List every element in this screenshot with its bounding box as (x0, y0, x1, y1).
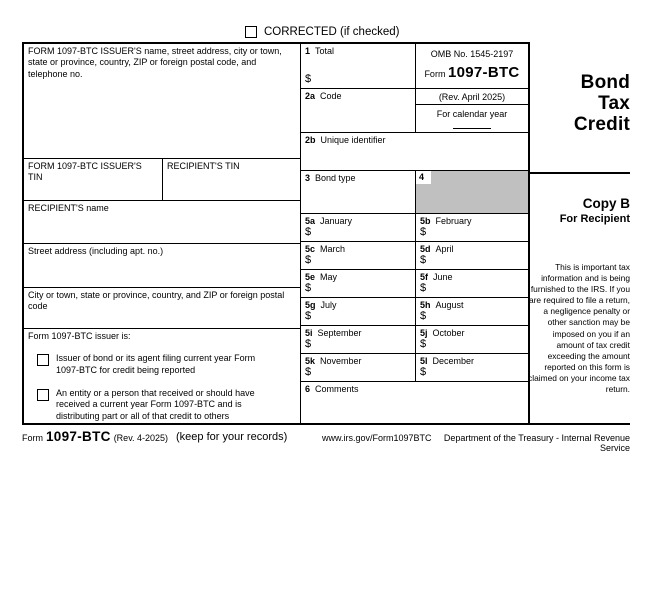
box-5l-dollar-sign: $ (420, 366, 427, 379)
for-recipient-label: For Recipient (559, 213, 630, 225)
right-column-divider (530, 172, 630, 174)
box-5i-label: September (317, 328, 362, 338)
box-5j-number: 5j (420, 328, 428, 338)
corrected-label: CORRECTED (if checked) (264, 26, 400, 38)
box-1-dollar-sign: $ (305, 73, 312, 86)
form-title-line-2: Tax (598, 93, 630, 114)
issuer-of-bond-label: Issuer of bond or its agent filing current year Form 1097-BTC for credit being reported (56, 353, 256, 375)
box-1-number: 1 (305, 46, 311, 56)
box-2b-unique-identifier-field[interactable] (300, 132, 528, 170)
box-5g-label: July (320, 300, 337, 310)
recipient-tin-label: RECIPIENT'S TIN (167, 161, 240, 171)
footer-irs-url[interactable]: www.irs.gov/Form1097BTC (322, 433, 432, 443)
box-5j-label: October (432, 328, 465, 338)
issuer-is-section (24, 328, 300, 423)
box-4-shaded-field (415, 170, 528, 213)
box-1-total-field[interactable] (300, 44, 415, 88)
form-box (22, 42, 530, 425)
corrected-row (245, 26, 399, 38)
box-3-number: 3 (305, 173, 311, 183)
box-5g-july-field[interactable] (300, 297, 415, 325)
box-5b-february-field[interactable] (415, 213, 528, 241)
box-5k-label: November (320, 356, 362, 366)
omb-number: OMB No. 1545-2197 (430, 49, 514, 59)
box-2b-label: Unique identifier (320, 135, 386, 145)
box-5f-dollar-sign: $ (420, 282, 427, 295)
recipient-tin-field[interactable] (162, 158, 300, 200)
city-state-zip-label: City or town, state or province, country, and ZIP or foreign postal code (28, 290, 285, 312)
box-5i-dollar-sign: $ (305, 338, 312, 351)
box-6-label: Comments (315, 384, 359, 394)
box-5k-november-field[interactable] (300, 353, 415, 381)
recipient-name-field[interactable] (24, 200, 300, 243)
box-2a-label: Code (320, 91, 342, 101)
box-2a-number: 2a (305, 91, 316, 101)
box-2b-number: 2b (305, 135, 316, 145)
box-5l-number: 5l (420, 356, 428, 366)
box-2a-code-field[interactable] (300, 88, 415, 132)
form-title-line-3: Credit (573, 114, 630, 135)
issuer-tin-field[interactable] (24, 158, 162, 200)
copy-b-label: Copy B (582, 196, 630, 211)
box-5a-number: 5a (305, 216, 316, 226)
box-5c-dollar-sign: $ (305, 254, 312, 267)
issuer-is-option-1 (37, 353, 296, 376)
box-5b-dollar-sign: $ (420, 226, 427, 239)
footer-revision: (Rev. 4-2025) (113, 433, 169, 443)
box-3-label: Bond type (315, 173, 356, 183)
box-5h-label: August (435, 300, 464, 310)
box-5e-may-field[interactable] (300, 269, 415, 297)
box-5h-number: 5h (420, 300, 431, 310)
box-5f-june-field[interactable] (415, 269, 528, 297)
issuer-is-option-2 (37, 388, 296, 423)
box-5c-number: 5c (305, 244, 316, 254)
calendar-year-block (415, 104, 528, 132)
box-5j-october-field[interactable] (415, 325, 528, 353)
corrected-checkbox[interactable] (245, 26, 257, 38)
box-5j-dollar-sign: $ (420, 338, 427, 351)
street-address-label: Street address (including apt. no.) (28, 246, 164, 256)
box-5h-august-field[interactable] (415, 297, 528, 325)
box-5c-label: March (320, 244, 346, 254)
copy-block (520, 196, 630, 225)
box-5d-dollar-sign: $ (420, 254, 427, 267)
box-5g-number: 5g (305, 300, 316, 310)
box-1-label: Total (315, 46, 335, 56)
box-6-comments-field[interactable] (300, 381, 528, 423)
bottom-rule-extension (530, 423, 630, 425)
footer-form-id (22, 429, 168, 444)
box-5d-april-field[interactable] (415, 241, 528, 269)
box-3-bond-type-field[interactable] (300, 170, 415, 213)
box-5i-september-field[interactable] (300, 325, 415, 353)
street-address-field[interactable] (24, 243, 300, 287)
box-5g-dollar-sign: $ (305, 310, 312, 323)
box-5b-label: February (435, 216, 472, 226)
recipient-name-label: RECIPIENT'S name (28, 203, 109, 213)
box-5k-number: 5k (305, 356, 316, 366)
box-5e-dollar-sign: $ (305, 282, 312, 295)
box-5a-january-field[interactable] (300, 213, 415, 241)
box-6-number: 6 (305, 384, 311, 394)
box-5l-label: December (432, 356, 475, 366)
footer-keep-note: (keep for your records) (176, 431, 288, 443)
form-number: 1097-BTC (447, 64, 520, 82)
issuer-name-address-field[interactable] (24, 44, 300, 158)
recipient-notice-text: This is important tax information and is being furnished to the IRS. If you are required to file a return, a negligence penalty or other sanction may be imposed on you if an amount of tax credit exceeding the amount reported on this form is claimed on your income tax return. (528, 262, 630, 395)
omb-block (415, 44, 528, 88)
box-5l-december-field[interactable] (415, 353, 528, 381)
calendar-year-label: For calendar year (436, 109, 508, 119)
revision-block (415, 88, 528, 104)
issuer-name-address-label: FORM 1097-BTC ISSUER'S name, street address, city or town, state or province, country, ZIP or foreign postal code, and telephone no. (28, 46, 282, 79)
box-5e-number: 5e (305, 272, 316, 282)
box-5h-dollar-sign: $ (420, 310, 427, 323)
box-5e-label: May (320, 272, 338, 282)
box-5c-march-field[interactable] (300, 241, 415, 269)
city-state-zip-field[interactable] (24, 287, 300, 328)
footer-form-number: 1097-BTC (46, 429, 111, 444)
footer-department: Department of the Treasury - Internal Revenue Service (443, 433, 630, 453)
entity-received-checkbox[interactable] (37, 389, 49, 401)
box-5b-number: 5b (420, 216, 431, 226)
entity-received-label: An entity or a person that received or should have received a current year Form 1097-BTC and is distributing part or all of that credit to others (56, 387, 255, 421)
form-title (530, 72, 630, 135)
box-5d-number: 5d (420, 244, 431, 254)
footer-form-word: Form (22, 433, 43, 443)
box-5a-label: January (320, 216, 353, 226)
revision-label: (Rev. April 2025) (438, 92, 506, 102)
issuer-is-title: Form 1097-BTC issuer is: (28, 331, 131, 341)
calendar-year-blank[interactable] (453, 128, 491, 129)
box-5f-label: June (433, 272, 453, 282)
form-word: Form (424, 69, 446, 80)
box-5k-dollar-sign: $ (305, 366, 312, 379)
issuer-of-bond-checkbox[interactable] (37, 354, 49, 366)
box-5d-label: April (435, 244, 454, 254)
box-5f-number: 5f (420, 272, 429, 282)
issuer-tin-label: FORM 1097-BTC ISSUER'S TIN (28, 161, 142, 183)
box-5i-number: 5i (305, 328, 313, 338)
box-5a-dollar-sign: $ (305, 226, 312, 239)
box-4-number: 4 (416, 171, 431, 184)
form-title-line-1: Bond (580, 72, 630, 93)
